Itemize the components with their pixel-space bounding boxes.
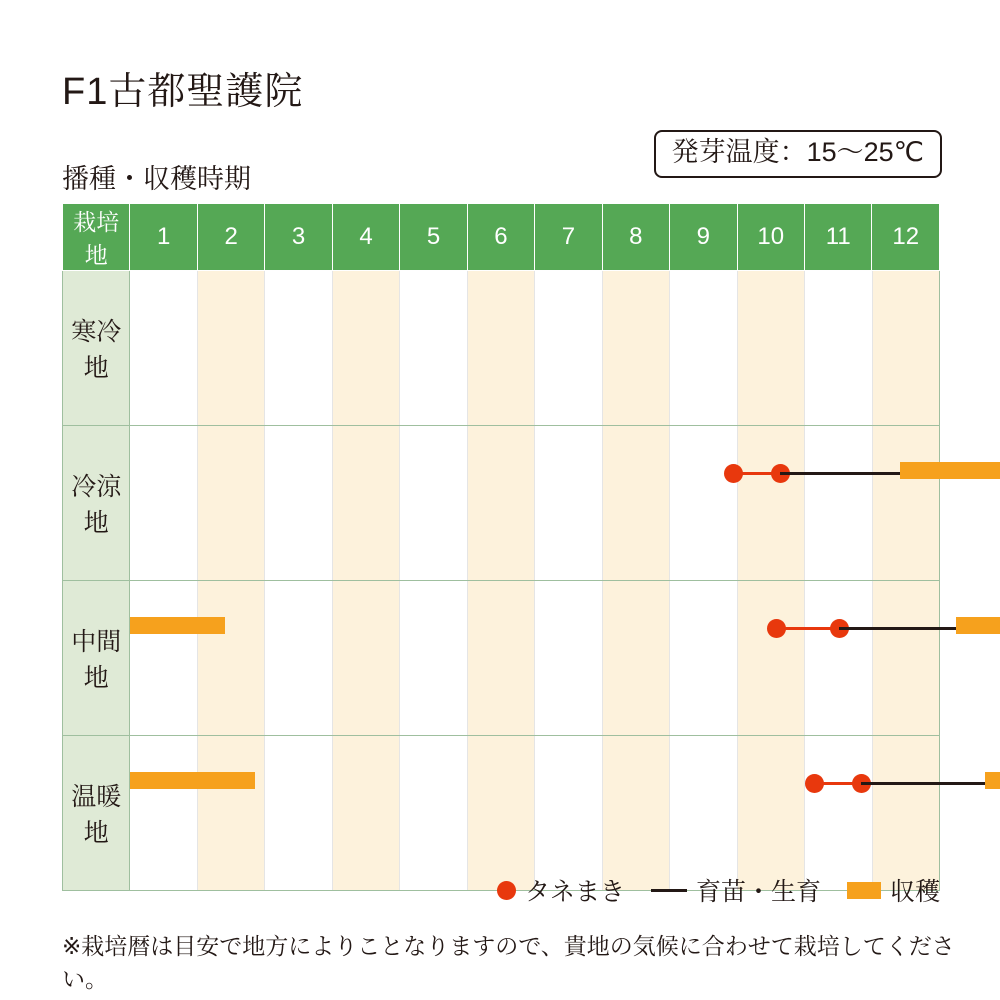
section-subtitle: 播種・収穫時期 bbox=[62, 164, 251, 194]
growing-line-icon bbox=[651, 889, 687, 892]
column-header-month-10: 10 bbox=[737, 204, 804, 271]
column-header-month-8: 8 bbox=[602, 204, 669, 271]
page-title: F1古都聖護院 bbox=[62, 71, 304, 113]
footnote: ※栽培暦は目安で地方によりことなりますので、貴地の気候に合わせて栽培してください。 bbox=[62, 933, 955, 992]
growing-line bbox=[861, 782, 992, 785]
column-header-month-2: 2 bbox=[197, 204, 264, 271]
row-label-region-0: 寒冷地 bbox=[63, 271, 130, 426]
sowing-connector bbox=[776, 627, 837, 630]
schedule-overlay-region-3 bbox=[130, 736, 939, 890]
schedule-overlay-region-0 bbox=[130, 271, 939, 425]
harvest-bar bbox=[130, 772, 255, 789]
table-row bbox=[63, 426, 940, 581]
column-header-month-6: 6 bbox=[467, 204, 534, 271]
column-header-month-9: 9 bbox=[670, 204, 737, 271]
column-header-month-1: 1 bbox=[130, 204, 197, 271]
calendar-body bbox=[63, 271, 940, 891]
legend-item-growing bbox=[651, 872, 821, 908]
column-header-month-3: 3 bbox=[265, 204, 332, 271]
column-header-month-7: 7 bbox=[535, 204, 602, 271]
legend-label-sowing: タネまき bbox=[524, 878, 625, 906]
row-track-region-2 bbox=[130, 581, 940, 736]
row-track-region-3 bbox=[130, 736, 940, 891]
harvest-bar bbox=[985, 772, 1000, 789]
legend-item-harvest bbox=[847, 872, 940, 908]
table-row bbox=[63, 736, 940, 891]
table-row bbox=[63, 271, 940, 426]
legend-item-sowing bbox=[497, 872, 625, 908]
row-label-region-3: 温暖地 bbox=[63, 736, 130, 891]
chart-legend bbox=[497, 872, 940, 908]
cultivation-calendar-table bbox=[62, 203, 940, 891]
legend-label-harvest: 収穫 bbox=[889, 878, 940, 906]
harvest-bar-icon bbox=[847, 882, 881, 899]
schedule-overlay-region-2 bbox=[130, 581, 939, 735]
legend-label-growing: 育苗・生育 bbox=[695, 878, 821, 906]
table-row bbox=[63, 581, 940, 736]
column-header-month-4: 4 bbox=[332, 204, 399, 271]
column-header-month-12: 12 bbox=[872, 204, 940, 271]
calendar-header-row bbox=[63, 204, 940, 271]
harvest-bar bbox=[900, 462, 1000, 479]
schedule-overlay-region-1 bbox=[130, 426, 939, 580]
harvest-bar bbox=[956, 617, 1000, 634]
row-label-region-1: 冷涼地 bbox=[63, 426, 130, 581]
row-label-region-2: 中間地 bbox=[63, 581, 130, 736]
germination-temperature-badge: 発芽温度：15～25℃ bbox=[654, 130, 942, 178]
sowing-marker-icon bbox=[497, 881, 516, 900]
column-header-region: 栽培地 bbox=[63, 204, 130, 271]
harvest-bar bbox=[130, 617, 225, 634]
column-header-month-11: 11 bbox=[804, 204, 871, 271]
column-header-month-5: 5 bbox=[400, 204, 467, 271]
row-track-region-1 bbox=[130, 426, 940, 581]
growing-line bbox=[839, 627, 959, 630]
row-track-region-0 bbox=[130, 271, 940, 426]
